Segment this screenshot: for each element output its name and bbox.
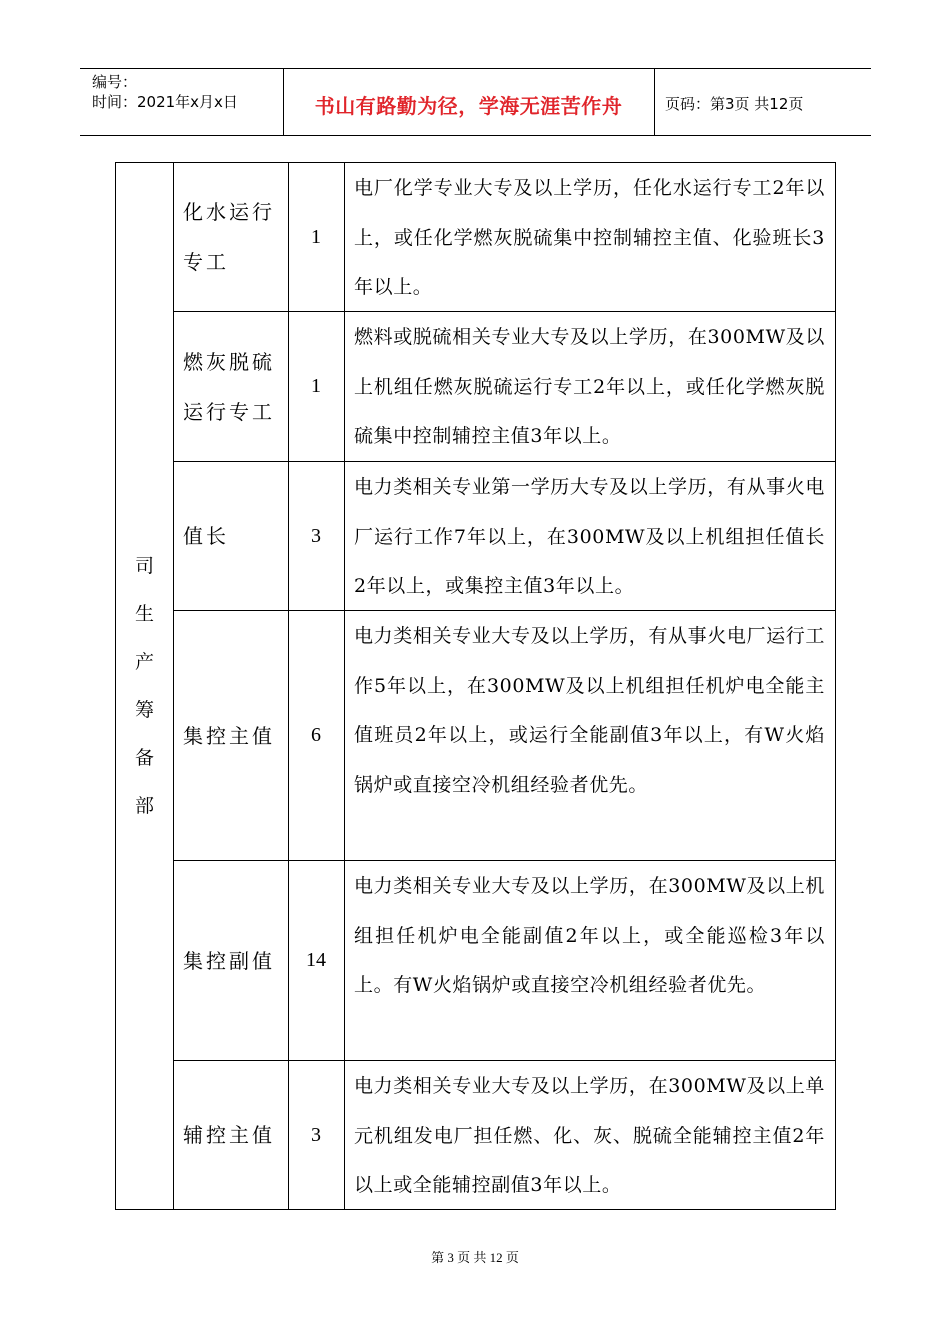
position-cell: 辅控主值 bbox=[183, 1123, 275, 1147]
header-page-info: 页码：第3页 共12页 bbox=[665, 95, 804, 113]
table-row bbox=[173, 861, 835, 1060]
position-cell: 值长 bbox=[183, 524, 229, 548]
table-row bbox=[173, 611, 835, 860]
department-cell bbox=[116, 163, 173, 1209]
position-cell: 燃灰脱硫运行专工 bbox=[183, 349, 275, 424]
headcount-cell: 3 bbox=[311, 1123, 321, 1146]
requirement-cell: 电力类相关专业大专及以上学历，在300MW及以上机组担任机炉电全能副值2年以上，或全能巡检3年以上。有W火焰锅炉或直接空冷机组经验者优先。 bbox=[354, 875, 825, 996]
department-char: 备 bbox=[134, 747, 154, 769]
header-top-rule bbox=[80, 68, 871, 69]
header-divider-right bbox=[654, 68, 655, 136]
department-char: 部 bbox=[134, 795, 154, 817]
headcount-cell: 6 bbox=[311, 724, 321, 746]
headcount-cell: 14 bbox=[306, 949, 326, 971]
header-motto: 书山有路勤为径，学海无涯苦作舟 bbox=[314, 94, 623, 118]
position-cell: 集控主值 bbox=[183, 723, 275, 748]
table-row bbox=[173, 462, 835, 610]
requirement-cell: 燃料或脱硫相关专业大专及以上学历，在300MW及以上机组任燃灰脱硫运行专工2年以上，或任化学燃灰脱硫集中控制辅控主值3年以上。 bbox=[354, 326, 825, 447]
headcount-cell: 1 bbox=[311, 225, 321, 248]
department-char: 产 bbox=[134, 651, 154, 673]
header-bottom-rule bbox=[80, 135, 871, 136]
requirement-cell: 电力类相关专业第一学历大专及以上学历，有从事火电厂运行工作7年以上，在300MW及以上机组担任值长2年以上，或集控主值3年以上。 bbox=[354, 476, 825, 597]
document-time: 时间：2021年x月x日 bbox=[92, 93, 238, 111]
headcount-cell: 1 bbox=[311, 375, 321, 397]
department-char: 筹 bbox=[134, 699, 154, 721]
requirement-cell: 电厂化学专业大专及以上学历，任化水运行专工2年以上，或任化学燃灰脱硫集中控制辅控主值、化验班长3年以上。 bbox=[354, 177, 825, 298]
department-char: 生 bbox=[134, 603, 154, 625]
recruitment-table bbox=[115, 162, 836, 1210]
header-meta bbox=[92, 72, 238, 112]
document-number-label: 编号： bbox=[92, 73, 138, 91]
table-row bbox=[173, 312, 835, 461]
requirement-cell: 电力类相关专业大专及以上学历，有从事火电厂运行工作5年以上，在300MW及以上机组担任机炉电全能主值班员2年以上，或运行全能副值3年以上，有W火焰锅炉或直接空冷机组经验者优先。 bbox=[354, 625, 825, 796]
table-row bbox=[173, 1061, 835, 1209]
department-char: 司 bbox=[134, 555, 154, 577]
headcount-cell: 3 bbox=[311, 524, 321, 547]
position-cell: 集控副值 bbox=[183, 948, 275, 973]
position-cell: 化水运行专工 bbox=[183, 200, 275, 274]
page-footer: 第 3 页 共 12 页 bbox=[431, 1250, 519, 1265]
requirement-cell: 电力类相关专业大专及以上学历，在300MW及以上单元机组发电厂担任燃、化、灰、脱硫全能辅控主值2年以上或全能辅控副值3年以上。 bbox=[354, 1075, 825, 1196]
table-row bbox=[173, 163, 835, 311]
